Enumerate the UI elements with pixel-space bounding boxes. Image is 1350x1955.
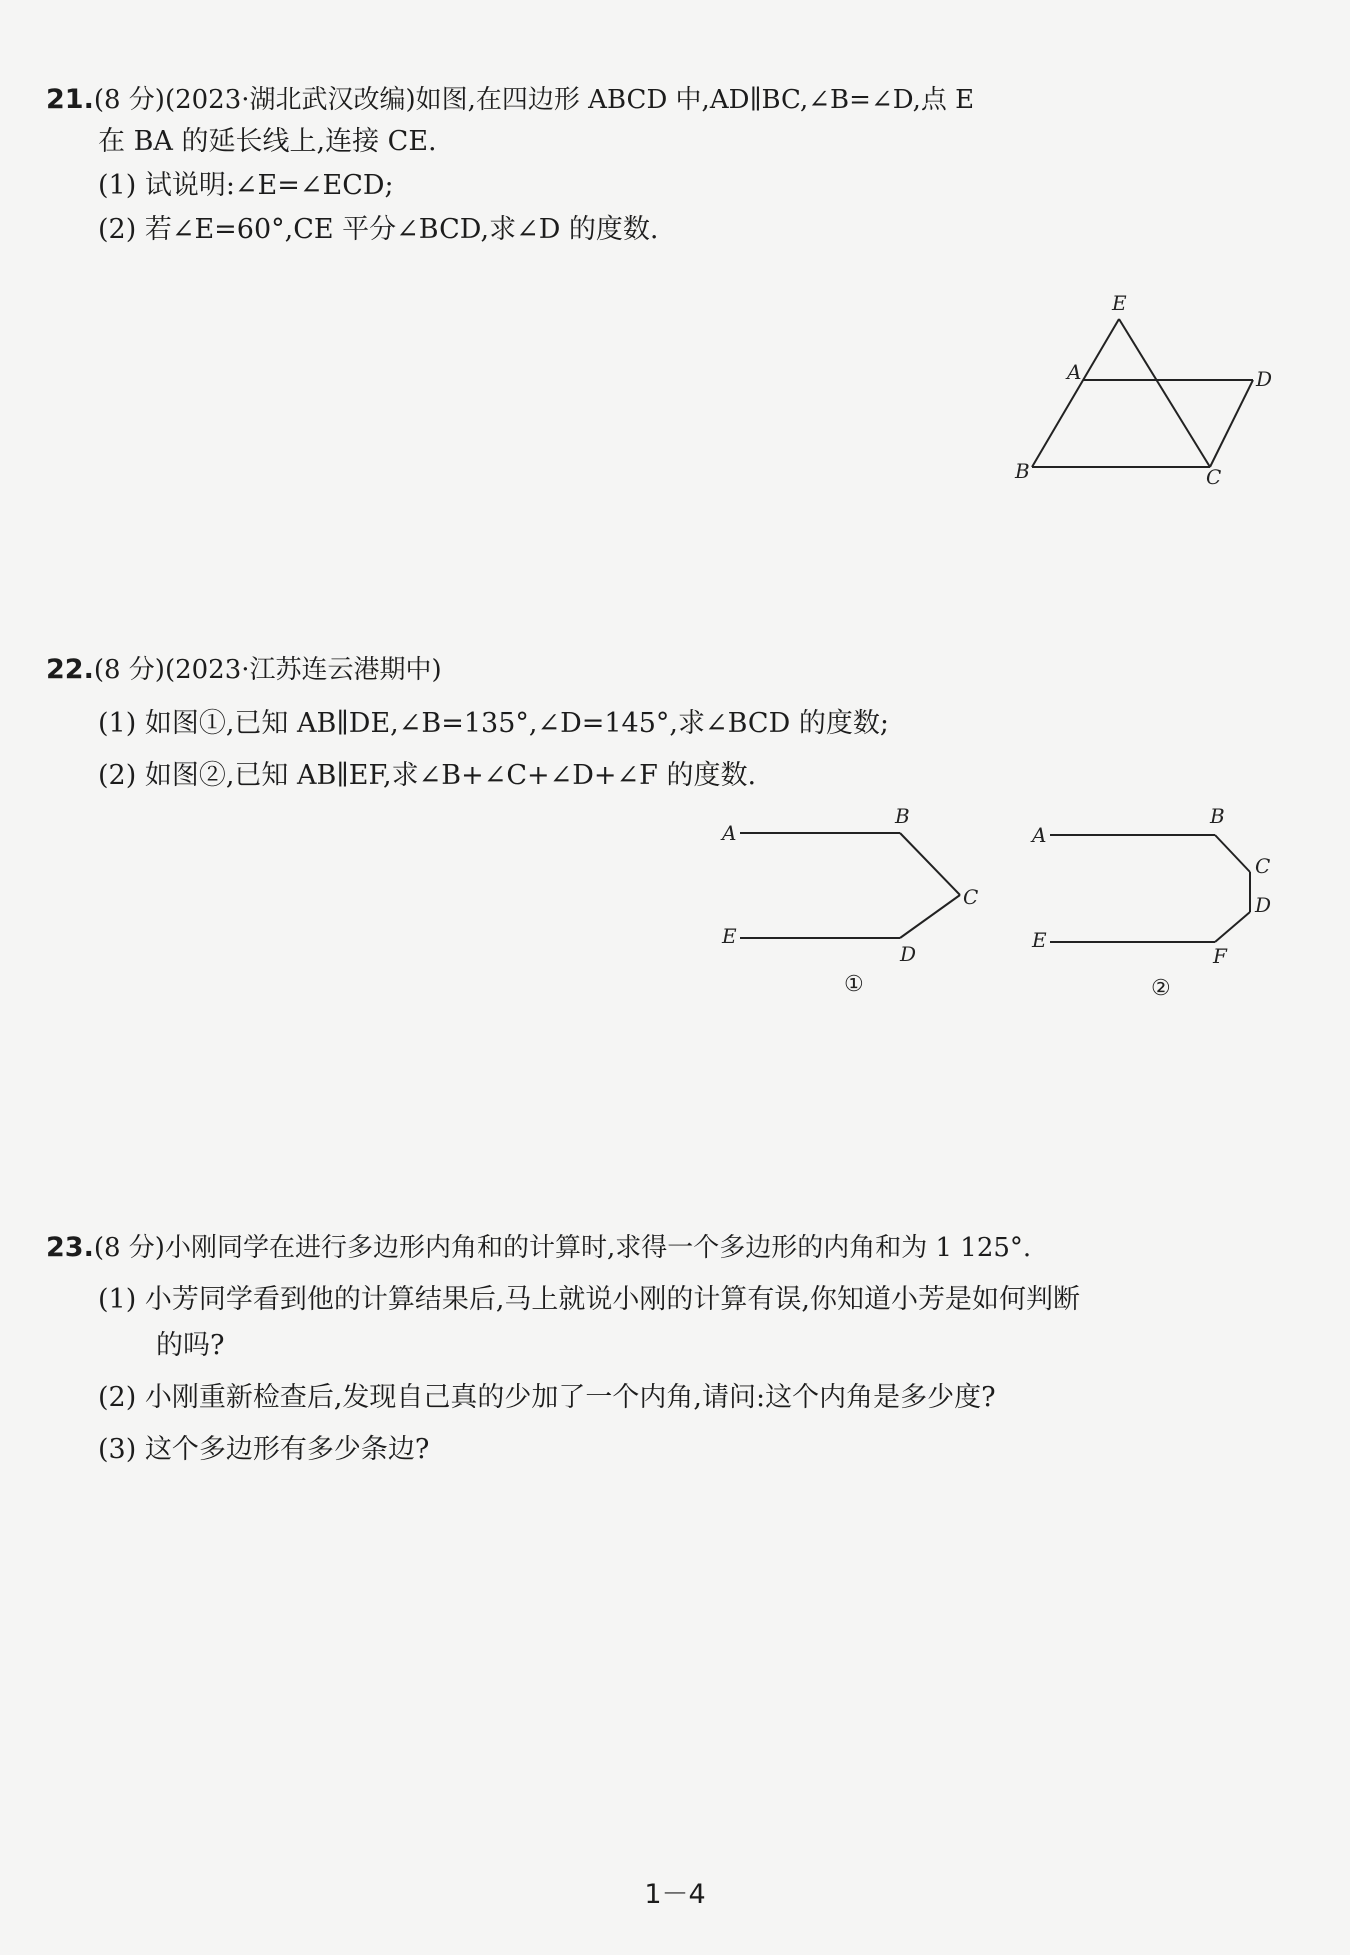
- label-b: B: [1210, 805, 1225, 828]
- figure-21-quadrilateral: [1000, 285, 1300, 495]
- question-23-part-3: (3) 这个多边形有多少条边?: [98, 1434, 430, 1465]
- label-c: C: [963, 885, 979, 909]
- question-21-part-1: (1) 试说明:∠E=∠ECD;: [98, 170, 394, 201]
- question-22-part-2: (2) 如图②,已知 AB∥EF,求∠B+∠C+∠D+∠F 的度数.: [98, 760, 757, 791]
- figure-22-1: [710, 805, 1000, 1005]
- question-23-part-2: (2) 小刚重新检查后,发现自己真的少加了一个内角,请问:这个内角是多少度?: [98, 1382, 996, 1413]
- label-d: D: [900, 942, 917, 966]
- figure-caption: ①: [844, 972, 864, 997]
- question-21-part-2: (2) 若∠E=60°,CE 平分∠BCD,求∠D 的度数.: [98, 214, 659, 245]
- label-e: E: [1112, 291, 1127, 315]
- question-21-stem-line: [46, 82, 974, 118]
- question-23-part-1-continued: 的吗?: [156, 1330, 225, 1361]
- label-e: E: [1032, 928, 1047, 952]
- question-stem-continued: 在 BA 的延长线上,连接 CE.: [98, 126, 437, 157]
- question-number: 23.: [46, 1232, 94, 1263]
- label-e: E: [722, 924, 737, 948]
- question-22-stem-line: [46, 652, 442, 688]
- question-stem: (8 分)(2023·湖北武汉改编)如图,在四边形 ABCD 中,AD∥BC,∠B=∠D,点 E: [93, 85, 975, 115]
- label-c: C: [1206, 465, 1222, 489]
- figure-22-2: [1020, 805, 1310, 1005]
- label-d: D: [1256, 367, 1273, 391]
- question-23-stem-line: [46, 1230, 1031, 1266]
- label-c: C: [1255, 854, 1271, 878]
- page-number: 1－4: [644, 1879, 706, 1910]
- question-22-part-1: (1) 如图①,已知 AB∥DE,∠B=135°,∠D=145°,求∠BCD 的度数;: [98, 708, 889, 739]
- label-b: B: [1015, 459, 1030, 483]
- label-d: D: [1255, 893, 1272, 917]
- label-a: A: [1067, 360, 1082, 384]
- figure-caption: ②: [1151, 976, 1171, 1001]
- label-b: B: [895, 805, 910, 828]
- label-f: F: [1213, 944, 1227, 968]
- question-number: 21.: [46, 84, 94, 115]
- question-number: 22.: [46, 654, 94, 685]
- label-a: A: [722, 821, 737, 845]
- label-a: A: [1032, 823, 1047, 847]
- question-stem: (8 分)小刚同学在进行多边形内角和的计算时,求得一个多边形的内角和为 1 125°.: [93, 1233, 1032, 1263]
- question-stem: (8 分)(2023·江苏连云港期中): [93, 655, 442, 685]
- question-23-part-1: (1) 小芳同学看到他的计算结果后,马上就说小刚的计算有误,你知道小芳是如何判断: [98, 1284, 1080, 1315]
